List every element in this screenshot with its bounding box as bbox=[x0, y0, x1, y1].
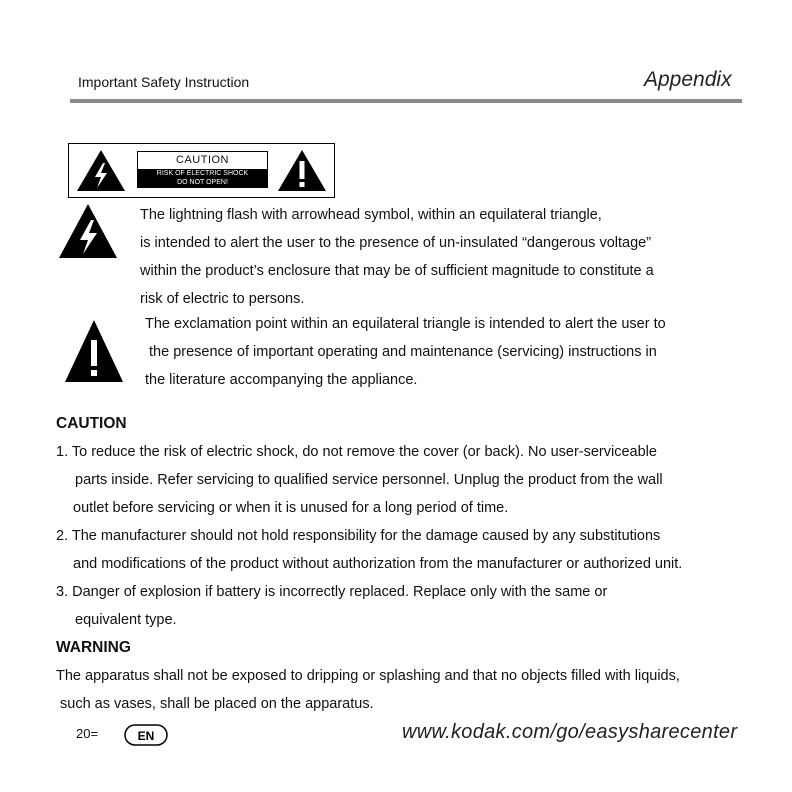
caution-label-line1: RISK OF ELECTRIC SHOCK bbox=[156, 170, 249, 177]
caution-item-3-cont: equivalent type. bbox=[75, 612, 177, 628]
warning-line: such as vases, shall be placed on the apparatus. bbox=[56, 696, 374, 712]
lightning-description bbox=[140, 201, 654, 313]
exclamation-line: The exclamation point within an equilateral triangle is intended to alert the user to bbox=[145, 316, 666, 332]
language-badge-label: EN bbox=[137, 729, 155, 743]
exclamation-line: the literature accompanying the appliance. bbox=[145, 372, 418, 388]
exclamation-warning-icon bbox=[276, 148, 328, 193]
caution-heading: CAUTION bbox=[56, 415, 127, 432]
caution-item-2: 2. The manufacturer should not hold responsibility for the damage caused by any substitutions bbox=[56, 528, 661, 544]
header-divider bbox=[70, 99, 742, 103]
lightning-line: risk of electric to persons. bbox=[140, 291, 305, 307]
warning-line: The apparatus shall not be exposed to dripping or splashing and that no objects filled with liquids, bbox=[56, 668, 680, 684]
exclamation-line: the presence of important operating and maintenance (servicing) instructions in bbox=[145, 344, 657, 360]
caution-label-title: CAUTION bbox=[176, 154, 229, 166]
lightning-line: within the product’s enclosure that may be of sufficient magnitude to constitute a bbox=[140, 263, 654, 279]
language-badge-icon bbox=[124, 724, 168, 746]
header-title: Important Safety Instruction bbox=[78, 74, 250, 90]
caution-item-1-cont: outlet before servicing or when it is unused for a long period of time. bbox=[73, 500, 509, 516]
lightning-line: is intended to alert the user to the presence of un-insulated “dangerous voltage” bbox=[140, 235, 652, 251]
caution-item-1-cont: parts inside. Refer servicing to qualified service personnel. Unplug the product from the wall bbox=[75, 472, 663, 488]
page-number: 20= bbox=[76, 726, 99, 741]
caution-label-subtitle bbox=[138, 169, 267, 187]
warning-heading: WARNING bbox=[56, 639, 131, 656]
caution-list bbox=[56, 438, 682, 634]
lightning-line: The lightning flash with arrowhead symbol, within an equilateral triangle, bbox=[140, 207, 602, 223]
caution-label-line2: DO NOT OPEN! bbox=[177, 179, 228, 186]
caution-item-3: 3. Danger of explosion if battery is incorrectly replaced. Replace only with the same or bbox=[56, 584, 608, 600]
footer-url-link[interactable]: www.kodak.com/go/easysharecenter bbox=[402, 721, 738, 743]
exclamation-description bbox=[145, 310, 666, 394]
caution-item-1: 1. To reduce the risk of electric shock, do not remove the cover (or back). No user-serviceable bbox=[56, 444, 657, 460]
warning-text bbox=[56, 662, 680, 718]
exclamation-warning-icon bbox=[63, 318, 125, 384]
caution-item-2-cont: and modifications of the product without authorization from the manufacturer or authorized unit. bbox=[73, 556, 683, 572]
caution-label bbox=[137, 151, 268, 188]
section-title: Appendix bbox=[644, 68, 732, 91]
lightning-warning-icon bbox=[57, 202, 119, 260]
lightning-warning-icon bbox=[75, 148, 127, 193]
